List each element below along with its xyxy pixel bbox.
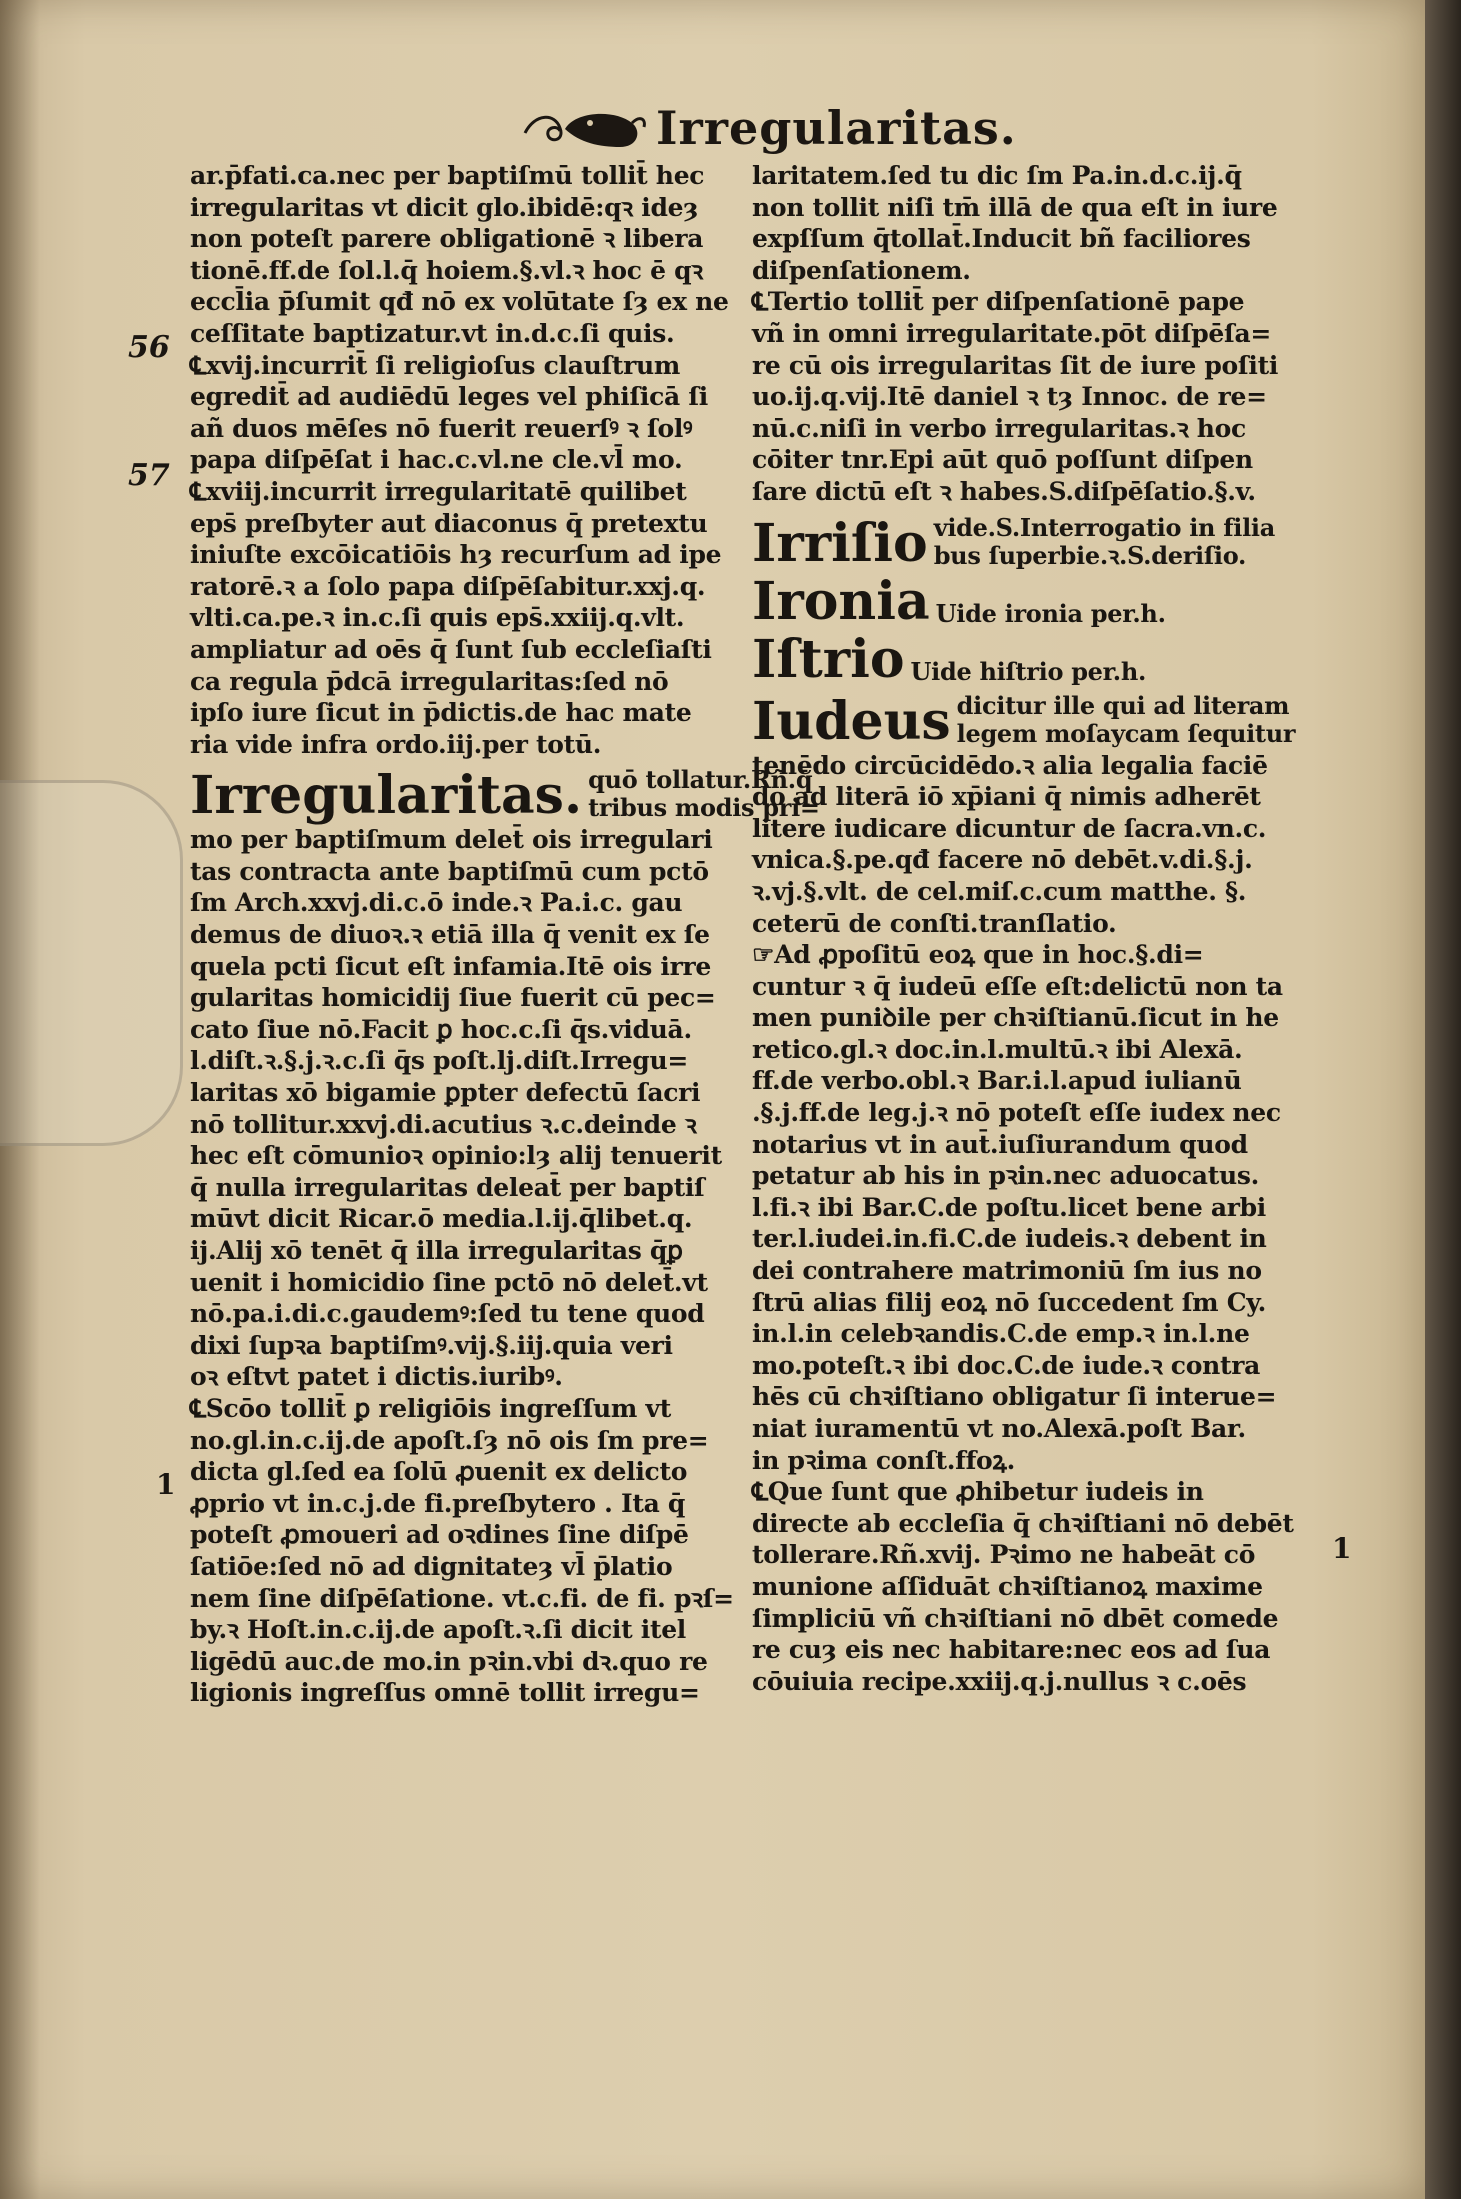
text-line: cōuiuia recipe.xxiij.q.j.nullus ꝛ c.oēs [752, 1666, 1247, 1696]
text-line: ſare dictū eſt ꝛ habes.S.diſpēſatio.§.v. [752, 476, 1256, 506]
text-line: l.fi.ꝛ ibi Bar.C.de poſtu.licet bene arbi [752, 1192, 1266, 1222]
entry-heading-ironia [752, 570, 1332, 632]
text-line: ſm Arch.xxvj.di.c.ō inde.ꝛ Pa.i.c. gau [190, 888, 683, 918]
text-line: nō tollitur.xxvj.di.acutius ꝛ.c.deinde ꝛ [190, 1109, 697, 1139]
text-line: non poteſt parere obligationē ꝛ libera [190, 224, 704, 254]
text-line: eccl̄ia p̄ſumit qđ nō ex volūtate ſȝ ex ne [190, 287, 729, 317]
entry-heading-side-line: quō tollatur.Rñ.q̄ [588, 765, 813, 795]
text-line: ceterū de conſti.tranſlatio. [752, 908, 1117, 938]
left-text-block-b [190, 824, 750, 1709]
text-line: l.diſt.ꝛ.§.j.ꝛ.c.ſi q̄s poſt.lj.diſt.Irregu= [190, 1046, 688, 1076]
text-line: ria vide infra ordo.iij.per totū. [190, 729, 602, 759]
text-line: ligēdū auc.de mo.in pꝛin.vbi dꝛ.quo re [190, 1646, 708, 1676]
entry-heading-word: Irregularitas. [190, 765, 583, 827]
margin-number: 56 [128, 330, 170, 365]
text-line: ff.de verbo.obl.ꝛ Bar.i.l.apud iulianū [752, 1066, 1242, 1096]
text-line: mo.poteſt.ꝛ ibi doc.C.de iude.ꝛ contra [752, 1350, 1260, 1380]
entry-heading-side [957, 692, 1296, 748]
page-title: Irregularitas. [656, 101, 1017, 155]
text-line: ipſo iure ſicut in p̄dictis.de hac mate [190, 698, 692, 728]
text-line: ligionis ingreſſus omnē tollit irregu= [190, 1678, 700, 1708]
text-line: retico.gl.ꝛ doc.in.l.multū.ꝛ ibi Alexā. [752, 1034, 1243, 1064]
clip-tab [0, 780, 183, 1146]
text-line: notarius vt in aut̄.iuſiurandum quod [752, 1129, 1248, 1159]
margin-mark: 1 [156, 1468, 176, 1501]
text-line: vñ in omni irregularitate.pōt diſpēſa= [752, 318, 1271, 348]
entry-heading-word: Iſtrio [752, 628, 905, 690]
entry-heading-side [911, 658, 1147, 686]
entry-heading-side-line: tribus modis pri= [588, 793, 820, 823]
text-line: ꝛ.vj.§.vlt. de cel.miſ.c.cum matthe. §. [752, 876, 1247, 906]
text-line: ℄Scōo tollit̄ ꝑ religiōis ingreſſum vt [190, 1393, 671, 1423]
text-line: gularitas homicidij ſiue fuerit cū pec= [190, 983, 716, 1013]
text-line: demus de diuoꝛ.ꝛ etiā illa q̄ venit ex ſe [190, 920, 710, 950]
text-line: ℄xviij.incurrit irregularitatē quilibet [190, 476, 687, 506]
text-line: ij.Alij xō tenēt q̄ illa irregularitas q̄ꝑ [190, 1236, 683, 1265]
text-line: tionē.ff.de ſol.l.q̄ hoiem.§.vl.ꝛ hoc ē qꝛ [190, 255, 703, 285]
entry-heading-side-line: bus ſuperbie.ꝛ.S.deriſio. [933, 540, 1247, 570]
text-line: in.l.in celebꝛandis.C.de emp.ꝛ in.l.ne [752, 1319, 1250, 1349]
text-line: cato ſiue nō.Facit ꝑ hoc.c.ſi q̄s.viduā. [190, 1014, 692, 1044]
text-line: by.ꝛ Hoſt.in.c.ij.de apoſt.ꝛ.ſi dicit itel [190, 1615, 687, 1645]
entry-heading-side-line: Uide hiſtrio per.h. [910, 656, 1147, 686]
text-line: uenit i homicidio ſine pctō nō delet̄.vt [190, 1267, 708, 1297]
text-line: ar.p̄fati.ca.nec per baptiſmū tollit̄ hec [190, 161, 705, 190]
text-line: litere iudicare dicuntur de ſacra.vn.c. [752, 813, 1267, 843]
text-line: ℄Tertio tollit̄ per diſpenſationē pape [752, 287, 1245, 317]
text-line: nō.pa.i.di.c.gaudemꝰ:ſed tu tene quod [190, 1299, 705, 1329]
text-line: quela pcti ſicut eſt infamia.Itē ois irre [190, 951, 711, 981]
text-line: uo.ij.q.vij.Itē daniel ꝛ tȝ Innoc. de re= [752, 382, 1267, 412]
text-line: vlti.ca.pe.ꝛ in.c.ſi quis eps̄.xxiij.q.vlt. [190, 603, 685, 633]
margin-mark: 1 [1332, 1532, 1352, 1565]
text-line: nū.c.niſi in verbo irregularitas.ꝛ hoc [752, 413, 1246, 443]
text-line: cōiter tnr.Epi aūt quō poſſunt diſpen [752, 445, 1253, 475]
text-line: q̄ nulla irregularitas deleat̄ per baptiſ [190, 1172, 705, 1202]
left-text-block-a [190, 160, 750, 760]
entry-heading-word: Ironia [752, 570, 930, 632]
text-line: añ duos mēſes nō fuerit reuerſꝰ ꝛ ſolꝰ [190, 413, 693, 443]
text-line: petatur ab his in pꝛin.nec aduocatus. [752, 1161, 1260, 1191]
page-header [520, 98, 1017, 158]
text-line: eps̄ preſbyter aut diaconus q̄ pretextu [190, 508, 708, 538]
text-line: tenēdo circūcidēdo.ꝛ alia legalia faciē [752, 750, 1268, 780]
text-line: nem ſine diſpēſatione. vt.c.fi. de fi. pꝛſ= [190, 1583, 734, 1613]
text-line: ſimpliciū vñ chꝛiſtiani nō dbēt comede [752, 1603, 1279, 1633]
left-column [190, 160, 820, 1709]
entry-heading-iudeus [752, 690, 1332, 752]
entry-heading-side [934, 514, 1275, 570]
text-line: mūvt dicit Ricar.ō media.l.ij.q̄libet.q. [190, 1204, 693, 1234]
right-column [752, 160, 1332, 1697]
text-line: dixi ſupꝛa baptiſmꝰ.vij.§.iij.quia veri [190, 1330, 673, 1360]
entry-heading-side-line: dicitur ille qui ad literam [956, 690, 1290, 720]
text-line: niat iuramentū vt no.Alexā.poſt Bar. [752, 1414, 1246, 1443]
text-line: re cū ois irregularitas ſit de iure poſiti [752, 350, 1279, 380]
text-line: dei contrahere matrimoniū ſm ius no [752, 1256, 1262, 1286]
entry-heading-irrisio [752, 512, 1332, 574]
text-line: munione aſſiduāt chꝛiſtianoꝝ maxime [752, 1571, 1263, 1601]
text-line: vnica.§.pe.qđ facere nō debēt.v.di.§.j. [752, 845, 1253, 875]
text-line: diſpenſationem. [752, 255, 971, 285]
entry-heading-side-line: Uide ironia per.h. [935, 598, 1166, 628]
text-line: ℄Que ſunt que ꝓhibetur iudeis in [752, 1477, 1204, 1507]
text-line: directe ab eccleſia q̄ chꝛiſtiani nō debēt [752, 1508, 1294, 1538]
text-line: ceſſitate baptizatur.vt in.d.c.ſi quis. [190, 318, 675, 348]
text-line: men puniꝺile per chꝛiſtianū.ſicut in he [752, 1003, 1279, 1033]
text-line: papa diſpēſat i hac.c.vl.ne cle.vl̄ mo. [190, 445, 683, 475]
text-line: tas contracta ante baptiſmū cum pctō [190, 856, 709, 886]
text-line: hec eſt cōmunioꝛ opinio:lȝ alij tenuerit [190, 1141, 722, 1171]
text-line: ter.l.iudei.in.fi.C.de iudeis.ꝛ debent in [752, 1224, 1267, 1254]
text-line: no.gl.in.c.ij.de apoſt.ſȝ nō ois ſm pre= [190, 1425, 709, 1455]
entry-heading-side-line: vide.S.Interrogatio in filia [933, 512, 1275, 542]
entry-heading-irregularitas [190, 765, 820, 827]
text-line: ratorē.ꝛ a ſolo papa diſpēſabitur.xxj.q. [190, 571, 706, 601]
text-line: mo per baptiſmum delet̄ ois irregulari [190, 825, 713, 855]
text-line: dicta gl.ſed ea ſolū ꝓuenit ex delicto [190, 1457, 688, 1487]
text-line: tollerare.Rñ.xvij. Pꝛimo ne habeāt cō [752, 1540, 1256, 1570]
text-line: ☞Ad ꝓpoſitū eoꝝ que in hoc.§.di= [752, 940, 1204, 970]
right-text-block-a [752, 160, 1332, 508]
text-line: re cuȝ eis nec habitare:nec eos ad ſua [752, 1635, 1271, 1665]
entry-heading-side [936, 600, 1166, 628]
text-line: hēs cū chꝛiſtiano obligatur ſi interue= [752, 1382, 1277, 1412]
text-line: laritatem.ſed tu dic ſm Pa.in.d.c.ij.q̄ [752, 161, 1242, 190]
text-line: egredit̄ ad audiēdū leges vel phiſicā ſi [190, 382, 708, 412]
text-line: cuntur ꝛ q̄ iudeū eſſe eſt:delictū non ta [752, 971, 1283, 1001]
text-line: ſatiōe:ſed nō ad dignitateȝ vl̄ p̄latio [190, 1551, 673, 1581]
ornament-icon [520, 103, 650, 153]
text-line: irregularitas vt dicit glo.ibidē:qꝛ ideȝ [190, 192, 699, 222]
text-line: in pꝛima conſt.ffoꝝ. [752, 1445, 1015, 1475]
text-line: iniuſte excōicatiōis hȝ recurſum ad ipe [190, 540, 722, 570]
text-line: ℄xvij.incurrit̄ ſi religioſus clauſtrum [190, 350, 681, 380]
text-line: non tollit niſi tm̄ illā de qua eſt in iure [752, 192, 1278, 222]
text-line: ſtrū alias filij eoꝝ nō ſuccedent ſm Cy. [752, 1287, 1267, 1317]
entry-heading-side-line: legem moſaycam ſequitur [956, 718, 1296, 748]
right-text-block-b [752, 750, 1332, 1698]
entry-heading-word: Irriſio [752, 512, 928, 574]
text-line: ampliatur ad oēs q̄ ſunt ſub eccleſiaſti [190, 634, 712, 664]
text-line: ca regula p̄dcā irregularitas:ſed nō [190, 666, 669, 696]
text-line: do ad literā iō xp̄iani q̄ nimis adherēt [752, 782, 1261, 812]
entry-heading-word: Iudeus [752, 690, 951, 752]
text-line: laritas xō bigamie ꝑpter defectū ſacri [190, 1078, 701, 1108]
text-line: ꝓprio vt in.c.j.de fi.preſbytero . Ita q̄ [190, 1488, 686, 1518]
text-line: expſſum q̄tollat̄.Inducit bñ faciliores [752, 224, 1251, 254]
text-line: poteſt ꝓmoueri ad oꝛdines ſine diſpē [190, 1520, 689, 1550]
text-line: .§.j.ff.de leg.j.ꝛ nō poteſt eſſe iudex nec [752, 1098, 1281, 1128]
text-line: oꝛ eſtvt patet i dictis.iuribꝰ. [190, 1362, 563, 1392]
margin-number: 57 [128, 458, 170, 493]
entry-heading-istrio [752, 628, 1332, 690]
